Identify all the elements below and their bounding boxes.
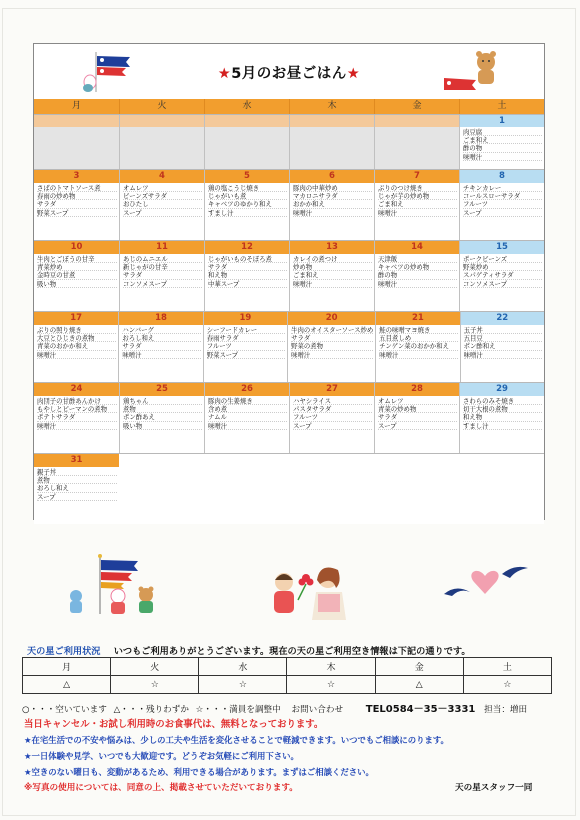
- dish-item: あじのムニエル: [123, 255, 202, 263]
- day-cell: [459, 115, 544, 169]
- empty-day-cell: [119, 115, 204, 169]
- dish-item: ごま和え: [378, 200, 457, 208]
- day-cell: [459, 383, 544, 453]
- dish-item: サラダ: [378, 413, 457, 421]
- phone-number: TEL0584－35－3331: [365, 704, 476, 715]
- day-cell: [119, 170, 204, 240]
- dish-list: [460, 127, 544, 161]
- dish-item: 牛肉のオイスターソース炒め: [291, 326, 374, 334]
- availability-weekday-row: [23, 658, 552, 676]
- availability-mark: ☆: [287, 676, 375, 694]
- day-cell: [204, 170, 289, 240]
- day-cell: [34, 241, 119, 311]
- dish-list: [34, 254, 119, 288]
- dish-item: ポテトサラダ: [37, 413, 117, 421]
- dish-list: [204, 325, 287, 359]
- dish-item: フルーツ: [293, 413, 372, 421]
- day-number: 19: [204, 312, 287, 325]
- dish-item: 味噌汁: [378, 209, 457, 217]
- dish-item: ビーンズサラダ: [123, 192, 202, 200]
- day-cell: [460, 312, 544, 382]
- dish-item: 和え物: [208, 271, 287, 279]
- weekday-header: 土: [459, 99, 544, 114]
- dish-list: [34, 325, 118, 359]
- dish-item: 野菜の煮物: [291, 342, 373, 350]
- dish-item: おろし和え: [122, 334, 200, 342]
- availability-weekday: 木: [287, 658, 375, 676]
- dish-item: サラダ: [37, 200, 117, 208]
- day-cell: [119, 383, 204, 453]
- empty-day-cell: [289, 115, 374, 169]
- dish-item: マカロニサラダ: [293, 192, 372, 200]
- availability-mark: ☆: [199, 676, 287, 694]
- dish-item: オムレツ: [123, 184, 202, 192]
- day-number: 25: [120, 383, 204, 396]
- dish-item: 煮物: [37, 476, 117, 484]
- day-cell: [118, 312, 202, 382]
- dish-item: コールスローサラダ: [463, 192, 542, 200]
- dish-item: 牛肉とごぼうの甘辛: [37, 255, 117, 263]
- dish-item: 味噌汁: [122, 351, 200, 359]
- dish-list: [205, 127, 289, 128]
- legend-adjusting: ☆・・・満員を調整中: [195, 705, 281, 715]
- dish-item: スープ: [37, 493, 117, 501]
- empty-day-cell: [374, 115, 459, 169]
- dish-item: カレイの煮つけ: [293, 255, 372, 263]
- day-number: 10: [34, 241, 119, 254]
- dish-list: [375, 396, 459, 430]
- dish-item: ぶりのつけ焼き: [378, 184, 457, 192]
- day-number: 24: [34, 383, 119, 396]
- day-number: 27: [290, 383, 374, 396]
- dish-item: 野菜スープ: [37, 209, 117, 217]
- day-number: 28: [375, 383, 459, 396]
- availability-weekday: 月: [23, 658, 111, 676]
- dish-item: サラダ: [291, 334, 373, 342]
- availability-weekday: 金: [375, 658, 463, 676]
- day-cell: [375, 312, 459, 382]
- day-number: 11: [120, 241, 204, 254]
- legend-available: ○・・・空いています: [22, 705, 107, 715]
- dish-item: 五目煮しめ: [379, 334, 457, 342]
- lunch-calendar: [33, 43, 545, 520]
- day-number: 5: [205, 170, 289, 183]
- legend-few: △・・・残りわずか: [113, 705, 189, 715]
- day-number: 1: [460, 115, 544, 127]
- staff-signature: 天の星スタッフ一同: [455, 783, 533, 793]
- note-free-meal: 当日キャンセル・お試し利用時のお食事代は、無料となっております。: [24, 719, 324, 730]
- day-cell: [204, 241, 289, 311]
- day-cell: [204, 383, 289, 453]
- weekday-header-row: [34, 99, 544, 114]
- dish-item: 中華スープ: [208, 280, 287, 288]
- dish-item: スープ: [378, 422, 457, 430]
- availability-mark: △: [375, 676, 463, 694]
- day-number: [34, 115, 119, 127]
- dish-item: ポン酢和え: [464, 342, 542, 350]
- dish-item: ハンバーグ: [122, 326, 200, 334]
- dish-list: [120, 127, 204, 128]
- carnation-gift-illustration: [262, 560, 362, 622]
- dish-list: [290, 183, 374, 217]
- dish-item: 玉子丼: [464, 326, 542, 334]
- dish-item: 青菜のおかか和え: [37, 342, 116, 350]
- dish-item: サラダ: [122, 342, 200, 350]
- dish-item: 肉豆腐: [463, 128, 542, 136]
- day-cell: [459, 241, 544, 311]
- dish-list: [119, 325, 202, 359]
- dish-item: 酢の物: [463, 144, 542, 152]
- dish-item: 味噌汁: [463, 153, 542, 161]
- dish-item: 鮭の味噌マヨ焼き: [379, 326, 457, 334]
- dish-item: さわらのみそ焼き: [463, 397, 542, 405]
- dish-item: 野菜スープ: [207, 351, 285, 359]
- legend-line: [22, 700, 562, 715]
- status-header: [27, 643, 557, 657]
- dish-item: もやしとピーマンの煮物: [37, 405, 117, 413]
- day-cell: [34, 454, 119, 524]
- weekday-header: 火: [119, 99, 204, 114]
- dish-item: パスタサラダ: [293, 405, 372, 413]
- dish-item: 肉団子の甘酢あんかけ: [37, 397, 117, 405]
- dish-item: 親子丼: [37, 468, 117, 476]
- dish-item: ごま和え: [463, 136, 542, 144]
- weekday-header: 月: [71, 101, 81, 111]
- dish-list: [290, 127, 374, 128]
- note-consultation: ★在宅生活での不安や悩みは、少しの工夫や生活を変化させることで軽減できます。いつでもご相談にのります。: [24, 735, 449, 745]
- availability-table: [22, 657, 552, 694]
- dish-item: チンゲン菜のおかか和え: [379, 342, 457, 350]
- dish-item: スープ: [293, 422, 372, 430]
- dish-item: 春雨サラダ: [207, 334, 285, 342]
- dish-item: チキンカレー: [463, 184, 542, 192]
- dish-item: スープ: [123, 209, 202, 217]
- dish-list: [375, 127, 459, 128]
- dish-item: 青菜の炒め物: [378, 405, 457, 413]
- dish-item: 新じゃがの甘辛: [123, 263, 202, 271]
- day-number: 6: [290, 170, 374, 183]
- day-number: 17: [34, 312, 118, 325]
- empty-cell: [289, 454, 374, 524]
- note-trial-visit: ★一日体験や見学、いつでも大歓迎です。どうぞお気軽にご利用下さい。: [24, 751, 299, 761]
- weekday-header: 金: [374, 99, 459, 114]
- dish-item: 豚肉の生姜焼き: [208, 397, 287, 405]
- dish-item: フルーツ: [463, 200, 542, 208]
- dish-item: じゃがいものそぼろ煮: [208, 255, 287, 263]
- day-cell: [203, 312, 287, 382]
- empty-cell: [459, 454, 544, 524]
- availability-mark: ☆: [463, 676, 551, 694]
- dish-list: [461, 325, 544, 359]
- day-cell: [374, 383, 459, 453]
- empty-day-cell: [204, 115, 289, 169]
- day-number: 14: [375, 241, 459, 254]
- dish-item: おひたし: [123, 200, 202, 208]
- day-cell: [289, 383, 374, 453]
- dish-list: [34, 467, 119, 501]
- dish-item: コンソメスープ: [463, 280, 542, 288]
- week-row: [34, 114, 544, 169]
- dish-item: 味噌汁: [378, 280, 457, 288]
- week-row: [34, 382, 544, 453]
- dish-item: 切干大根の煮物: [463, 405, 542, 413]
- week-row: [34, 453, 544, 524]
- week-row: [34, 311, 544, 382]
- swallows-heart-illustration: [440, 562, 530, 604]
- day-number: 8: [460, 170, 544, 183]
- dish-item: 味噌汁: [293, 280, 372, 288]
- dish-item: キャベツのゆかり和え: [208, 200, 287, 208]
- day-number: 3: [34, 170, 119, 183]
- dish-item: コンソメスープ: [123, 280, 202, 288]
- day-number: [120, 115, 204, 127]
- availability-mark: △: [23, 676, 111, 694]
- day-number: 26: [205, 383, 289, 396]
- dish-item: 和え物: [463, 413, 542, 421]
- dish-item: 野菜炒め: [463, 263, 542, 271]
- day-number: [290, 115, 374, 127]
- dish-list: [460, 396, 544, 430]
- dish-item: ナムル: [208, 413, 287, 421]
- day-number: 21: [376, 312, 459, 325]
- dish-item: 味噌汁: [464, 351, 542, 359]
- dish-item: 金時豆の甘煮: [37, 271, 117, 279]
- weekday-header: 木: [289, 99, 374, 114]
- empty-cell: [119, 454, 204, 524]
- dish-item: 炒め物: [293, 263, 372, 271]
- dish-item: 味噌汁: [37, 422, 117, 430]
- day-number: 31: [34, 454, 119, 467]
- status-label: 天の星ご利用状況: [27, 646, 101, 657]
- dish-item: じゃがいも煮: [208, 192, 287, 200]
- dish-list: [460, 254, 544, 288]
- dish-list: [205, 254, 289, 288]
- dish-list: [120, 396, 204, 430]
- day-number: 13: [290, 241, 374, 254]
- day-number: [205, 115, 289, 127]
- week-row: [34, 169, 544, 240]
- dish-item: オムレツ: [378, 397, 457, 405]
- dish-item: 味噌汁: [37, 351, 116, 359]
- status-message: いつもご利用ありがとうございます。現在の天の星ご利用空き情報は下記の通りです。: [113, 646, 471, 657]
- dish-list: [288, 325, 375, 359]
- empty-cell: [374, 454, 459, 524]
- day-number: 15: [460, 241, 544, 254]
- dish-list: [376, 325, 459, 359]
- dish-item: さばのトマトソース煮: [37, 184, 117, 192]
- legend-contact: お問い合わせ: [291, 705, 344, 715]
- day-cell: [289, 241, 374, 311]
- day-number: 12: [205, 241, 289, 254]
- dish-list: [290, 254, 374, 288]
- availability-weekday: 水: [199, 658, 287, 676]
- dish-item: 酢の物: [378, 271, 457, 279]
- day-cell: [34, 312, 118, 382]
- day-number: 4: [120, 170, 204, 183]
- dish-list: [120, 254, 204, 288]
- menu-title: ★5月のお昼ごはん★: [217, 66, 361, 82]
- dish-item: 味噌汁: [208, 422, 287, 430]
- dish-list: [375, 254, 459, 288]
- dish-item: スパゲティサラダ: [463, 271, 542, 279]
- day-cell: [287, 312, 375, 382]
- day-number: 29: [460, 383, 544, 396]
- day-cell: [34, 383, 119, 453]
- day-cell: [34, 170, 119, 240]
- day-cell: [374, 170, 459, 240]
- weekday-header: 水: [204, 99, 289, 114]
- dish-item: 味噌汁: [291, 351, 373, 359]
- dish-item: 味噌汁: [293, 209, 372, 217]
- dish-item: 青菜炒め: [37, 263, 117, 271]
- dish-item: キャベツの炒め物: [378, 263, 457, 271]
- availability-mark: ☆: [111, 676, 199, 694]
- availability-weekday: 土: [463, 658, 551, 676]
- dish-item: 含め煮: [208, 405, 287, 413]
- day-number: 18: [119, 312, 202, 325]
- dish-item: 五目豆: [464, 334, 542, 342]
- day-cell: [374, 241, 459, 311]
- dish-list: [290, 396, 374, 430]
- dish-item: ポン酢あえ: [123, 413, 202, 421]
- dish-item: おろし和え: [37, 484, 117, 492]
- dish-item: 鶏の塩こうじ焼き: [208, 184, 287, 192]
- dish-item: 吸い物: [123, 422, 202, 430]
- empty-cell: [204, 454, 289, 524]
- dish-item: すまし汁: [463, 422, 542, 430]
- dish-item: サラダ: [123, 271, 202, 279]
- dish-item: サラダ: [208, 263, 287, 271]
- contact-person: 担当：増田: [484, 705, 528, 715]
- dish-list: [375, 183, 459, 217]
- dish-item: すまし汁: [208, 209, 287, 217]
- availability-mark-row: [23, 676, 552, 694]
- dish-list: [34, 127, 119, 128]
- day-cell: [459, 170, 544, 240]
- dish-list: [205, 396, 289, 430]
- dish-list: [120, 183, 204, 217]
- note-availability: ★空きのない曜日も、変動があるため、利用できる場合があります。まずはご相談ください。: [24, 767, 374, 777]
- dish-item: フルーツ: [207, 342, 285, 350]
- dish-list: [34, 183, 119, 217]
- dish-item: シーフードカレー: [207, 326, 285, 334]
- dish-item: 豚肉の中華炒め: [293, 184, 372, 192]
- dish-item: 鶏ちゃん: [123, 397, 202, 405]
- day-cell: [289, 170, 374, 240]
- dish-item: 吸い物: [37, 280, 117, 288]
- children-koinobori-illustration: [62, 552, 167, 620]
- dish-item: スープ: [463, 209, 542, 217]
- empty-day-cell: [34, 115, 119, 169]
- week-row: [34, 240, 544, 311]
- day-cell: [119, 241, 204, 311]
- dish-item: ぶりの照り焼き: [37, 326, 116, 334]
- dish-item: 天津飯: [378, 255, 457, 263]
- note-photo-consent: ※写真の使用については、同意の上、掲載させていただいております。: [24, 783, 298, 793]
- dish-item: おかか和え: [293, 200, 372, 208]
- dish-item: ポークビーンズ: [463, 255, 542, 263]
- dish-item: 大豆とひじきの煮物: [37, 334, 116, 342]
- dish-list: [34, 396, 119, 430]
- dish-list: [205, 183, 289, 217]
- dish-item: じゃが芋の炒め物: [378, 192, 457, 200]
- dish-item: 煮物: [123, 405, 202, 413]
- availability-weekday: 火: [111, 658, 199, 676]
- dish-item: ごま和え: [293, 271, 372, 279]
- day-number: [375, 115, 459, 127]
- day-number: 20: [288, 312, 375, 325]
- dish-item: 春雨の炒め物: [37, 192, 117, 200]
- calendar-grid: [34, 99, 544, 524]
- day-number: 22: [461, 312, 544, 325]
- dish-item: ハヤシライス: [293, 397, 372, 405]
- day-number: 7: [375, 170, 459, 183]
- dish-list: [460, 183, 544, 217]
- dish-item: 味噌汁: [379, 351, 457, 359]
